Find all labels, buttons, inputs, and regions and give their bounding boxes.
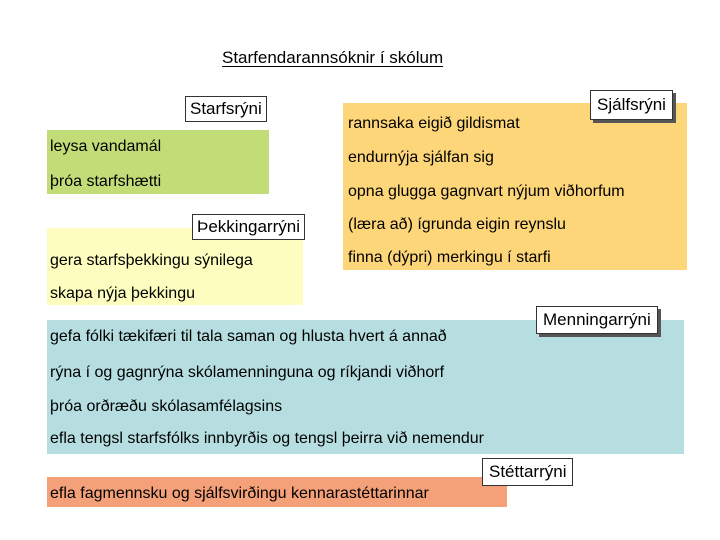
thekkingarryni-tag: Þekkingarrýni	[192, 214, 305, 240]
sjalfsryni-item: endurnýja sjálfan sig	[348, 149, 494, 166]
sjalfsryni-tag: Sjálfsrýni	[590, 90, 673, 120]
thekkingarryni-item: skapa nýja þekkingu	[50, 285, 195, 302]
diagram-title: Starfendarannsóknir í skólum	[222, 48, 444, 67]
sjalfsryni-item: opna glugga gagnvart nýjum viðhorfum	[348, 183, 625, 200]
menningarryni-item: efla tengsl starfsfólks innbyrðis og tengsl þeirra við nemendur	[50, 430, 484, 447]
sjalfsryni-item: finna (dýpri) merkingu í starfi	[348, 249, 551, 266]
menningarryni-item: þróa orðræðu skólasamfélagsins	[50, 398, 283, 415]
stettarryni-tag: Stéttarrýni	[482, 458, 573, 486]
menningarryni-tag: Menningarrýni	[536, 306, 658, 334]
thekkingarryni-item: gera starfsþekkingu sýnilega	[50, 252, 253, 269]
menningarryni-item: gefa fólki tækifæri til tala saman og hlusta hvert á annað	[50, 328, 447, 345]
sjalfsryni-item: rannsaka eigið gildismat	[348, 115, 520, 132]
sjalfsryni-item: (læra að) ígrunda eigin reynslu	[348, 216, 566, 233]
starfsryni-item: leysa vandamál	[50, 138, 162, 155]
starfsryni-item: þróa starfshætti	[50, 173, 162, 190]
starfsryni-tag: Starfsrýni	[185, 96, 267, 122]
menningarryni-item: rýna í og gagnrýna skólamenninguna og ríkjandi viðhorf	[50, 364, 445, 381]
stettarryni-item: efla fagmennsku og sjálfsvirðingu kennarastéttarinnar	[50, 485, 429, 502]
